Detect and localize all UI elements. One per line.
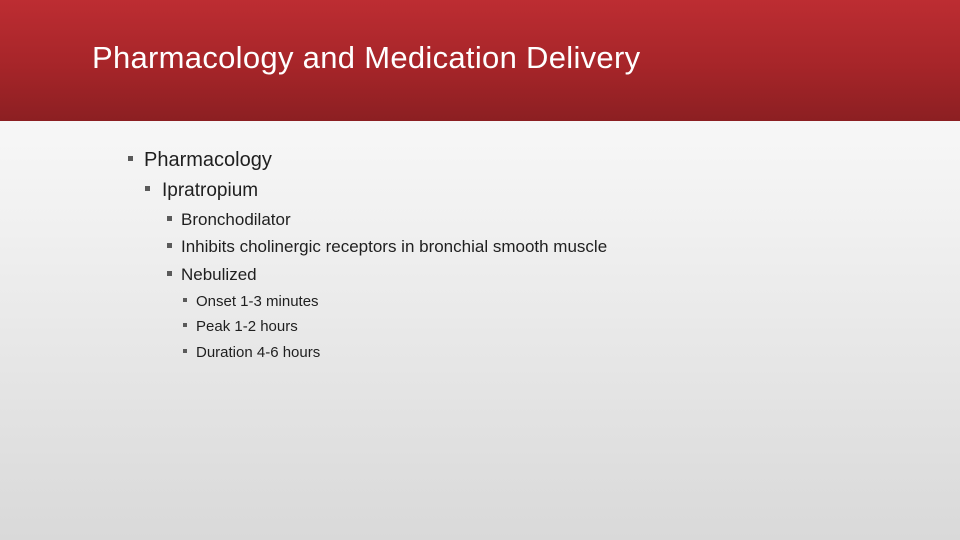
bullet-item-level4: [183, 318, 298, 335]
square-bullet-icon: [183, 323, 187, 327]
bullet-item-level3: [167, 237, 607, 257]
bullet-item-level4: [183, 293, 319, 310]
bullet-item-level2: [145, 180, 258, 202]
square-bullet-icon: [183, 349, 187, 353]
bullet-text: Pharmacology: [144, 149, 272, 171]
slide-title: Pharmacology and Medication Delivery: [92, 40, 641, 75]
bullet-item-level4: [183, 344, 320, 361]
bullet-text: Onset 1-3 minutes: [196, 293, 319, 310]
bullet-item-level3: [167, 265, 257, 285]
bullet-item-level3: [167, 210, 291, 230]
square-bullet-icon: [167, 216, 172, 221]
square-bullet-icon: [128, 156, 133, 161]
square-bullet-icon: [167, 243, 172, 248]
square-bullet-icon: [167, 271, 172, 276]
bullet-text: Bronchodilator: [181, 210, 291, 229]
square-bullet-icon: [145, 186, 150, 191]
square-bullet-icon: [183, 298, 187, 302]
bullet-text: Ipratropium: [162, 180, 259, 201]
bullet-text: Inhibits cholinergic receptors in bronchial smooth muscle: [181, 237, 608, 256]
bullet-text: Duration 4-6 hours: [196, 344, 321, 361]
bullet-item-level1: [128, 149, 272, 172]
bullet-text: Nebulized: [181, 265, 257, 284]
bullet-text: Peak 1-2 hours: [196, 318, 298, 335]
